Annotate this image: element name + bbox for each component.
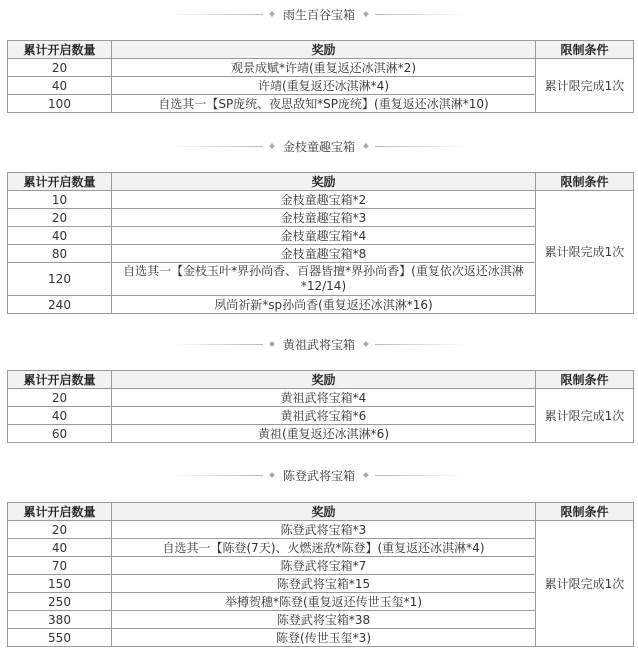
reward-cell: 黄祖武将宝箱*6 xyxy=(112,407,536,425)
diamond-icon xyxy=(363,341,369,347)
section-title-1 xyxy=(6,4,632,24)
count-cell: 20 xyxy=(8,389,112,407)
reward-cell: 金枝童趣宝箱*4 xyxy=(112,227,536,245)
limit-cell: 累计限完成1次 xyxy=(536,191,634,314)
diamond-icon xyxy=(269,11,275,17)
table-header-row xyxy=(8,503,634,521)
table-row xyxy=(8,389,634,407)
table-row xyxy=(8,521,634,539)
section-title-text: 陈登武将宝箱 xyxy=(282,468,355,483)
reward-cell: 自选其一【金枝玉叶*界孙尚香、百器皆擅*界孙尚香】(重复依次返还冰淇淋*12/14) xyxy=(112,263,536,296)
header-count: 累计开启数量 xyxy=(8,503,112,521)
diamond-icon xyxy=(363,143,369,149)
reward-cell: 举樽贺穗*陈登(重复返还传世玉玺*1) xyxy=(112,593,536,611)
reward-cell: 陈登武将宝箱*3 xyxy=(112,521,536,539)
diamond-icon xyxy=(269,472,275,478)
reward-table-4 xyxy=(7,502,634,647)
section-title-text: 黄祖武将宝箱 xyxy=(282,337,355,352)
count-cell: 150 xyxy=(8,575,112,593)
count-cell: 20 xyxy=(8,521,112,539)
reward-cell: 观景成赋*许靖(重复返还冰淇淋*2) xyxy=(112,59,536,77)
section-title-2 xyxy=(6,136,632,156)
diamond-icon xyxy=(269,341,275,347)
section-title-4 xyxy=(6,465,632,485)
header-limit: 限制条件 xyxy=(536,503,634,521)
title-divider-right xyxy=(375,146,467,147)
title-divider-left xyxy=(171,475,263,476)
section-title-text: 雨生百谷宝箱 xyxy=(282,7,355,22)
count-cell: 120 xyxy=(8,263,112,296)
reward-cell: 陈登武将宝箱*15 xyxy=(112,575,536,593)
title-divider-right xyxy=(375,475,467,476)
count-cell: 40 xyxy=(8,407,112,425)
header-limit: 限制条件 xyxy=(536,371,634,389)
count-cell: 20 xyxy=(8,59,112,77)
table-row xyxy=(8,59,634,77)
header-limit: 限制条件 xyxy=(536,173,634,191)
header-reward: 奖励 xyxy=(112,173,536,191)
diamond-icon xyxy=(363,472,369,478)
table-row xyxy=(8,191,634,209)
title-divider-left xyxy=(171,146,263,147)
header-reward: 奖励 xyxy=(112,371,536,389)
table-header-row xyxy=(8,41,634,59)
title-divider-right xyxy=(375,14,467,15)
header-limit: 限制条件 xyxy=(536,41,634,59)
limit-cell: 累计限完成1次 xyxy=(536,59,634,113)
reward-cell: 许靖(重复返还冰淇淋*4) xyxy=(112,77,536,95)
title-divider-left xyxy=(171,14,263,15)
header-count: 累计开启数量 xyxy=(8,173,112,191)
reward-cell: 陈登武将宝箱*7 xyxy=(112,557,536,575)
reward-cell: 自选其一【SP庞统、夜思敌知*SP庞统】(重复返还冰淇淋*10) xyxy=(112,95,536,113)
reward-table-1 xyxy=(7,40,634,113)
reward-cell: 夙尚祈新*sp孙尚香(重复返还冰淇淋*16) xyxy=(112,296,536,314)
count-cell: 70 xyxy=(8,557,112,575)
diamond-icon xyxy=(269,143,275,149)
title-divider-right xyxy=(375,344,467,345)
count-cell: 380 xyxy=(8,611,112,629)
header-count: 累计开启数量 xyxy=(8,371,112,389)
count-cell: 250 xyxy=(8,593,112,611)
reward-cell: 金枝童趣宝箱*3 xyxy=(112,209,536,227)
count-cell: 40 xyxy=(8,227,112,245)
count-cell: 240 xyxy=(8,296,112,314)
reward-cell: 自选其一【陈登(7天)、火燃迷敌*陈登】(重复返还冰淇淋*4) xyxy=(112,539,536,557)
reward-table-2 xyxy=(7,172,634,314)
title-divider-left xyxy=(171,344,263,345)
limit-cell: 累计限完成1次 xyxy=(536,521,634,647)
count-cell: 10 xyxy=(8,191,112,209)
count-cell: 40 xyxy=(8,77,112,95)
reward-cell: 金枝童趣宝箱*2 xyxy=(112,191,536,209)
reward-table-3 xyxy=(7,370,634,443)
reward-cell: 陈登(传世玉玺*3) xyxy=(112,629,536,647)
count-cell: 20 xyxy=(8,209,112,227)
section-title-text: 金枝童趣宝箱 xyxy=(282,139,355,154)
count-cell: 80 xyxy=(8,245,112,263)
count-cell: 550 xyxy=(8,629,112,647)
diamond-icon xyxy=(363,11,369,17)
reward-cell: 陈登武将宝箱*38 xyxy=(112,611,536,629)
count-cell: 100 xyxy=(8,95,112,113)
header-reward: 奖励 xyxy=(112,503,536,521)
reward-cell: 黄祖武将宝箱*4 xyxy=(112,389,536,407)
table-header-row xyxy=(8,173,634,191)
table-header-row xyxy=(8,371,634,389)
count-cell: 60 xyxy=(8,425,112,443)
header-count: 累计开启数量 xyxy=(8,41,112,59)
reward-cell: 金枝童趣宝箱*8 xyxy=(112,245,536,263)
count-cell: 40 xyxy=(8,539,112,557)
reward-cell: 黄祖(重复返还冰淇淋*6) xyxy=(112,425,536,443)
limit-cell: 累计限完成1次 xyxy=(536,389,634,443)
section-title-3 xyxy=(6,334,632,354)
header-reward: 奖励 xyxy=(112,41,536,59)
